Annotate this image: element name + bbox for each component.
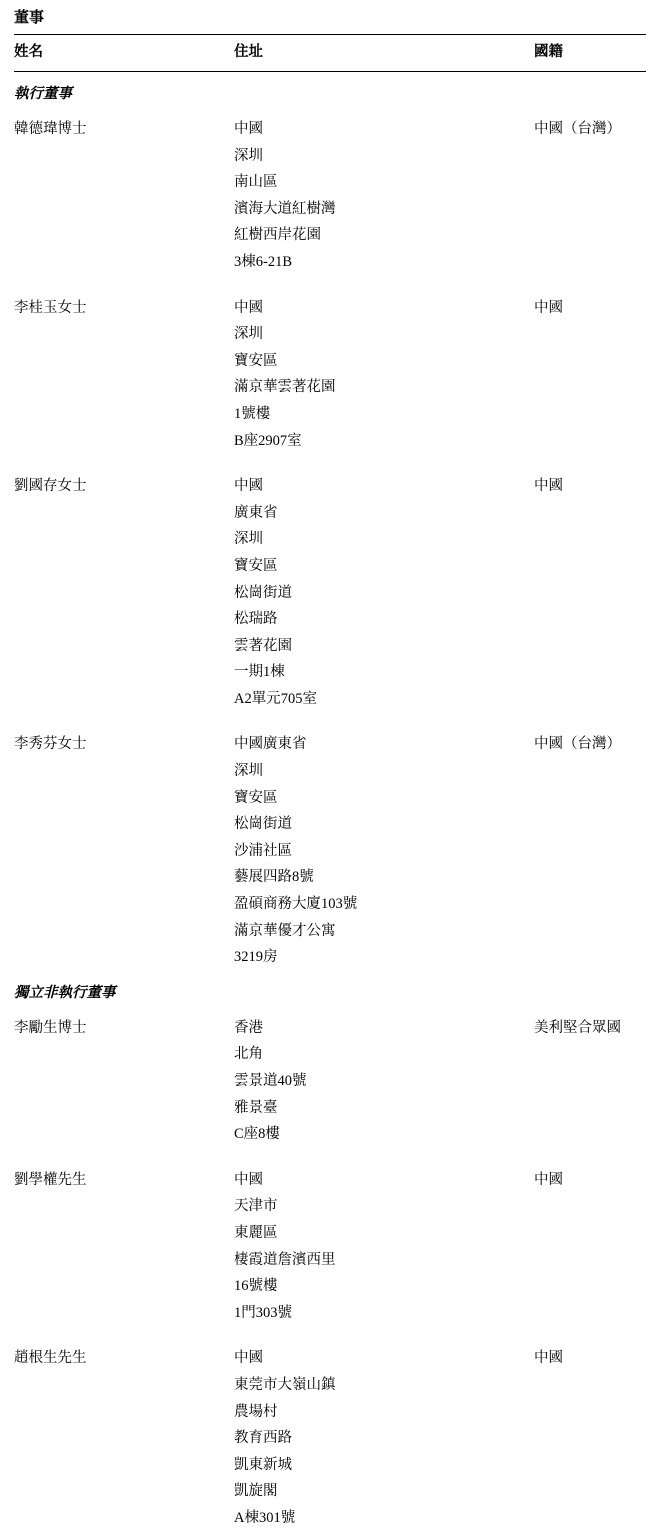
table-header-row — [14, 35, 646, 71]
director-nationality: 中國 — [534, 478, 563, 495]
director-address: 中國 深圳 南山區 濱海大道紅樹灣 紅樹西岸花園 3棟6-21B — [234, 121, 336, 270]
column-header-nationality: 國籍 — [534, 44, 563, 60]
director-nationality: 中國 — [534, 1350, 563, 1367]
table-row — [14, 1345, 646, 1531]
group-label: 獨立非執行董事 — [14, 984, 116, 1001]
group-label: 執行董事 — [14, 86, 72, 102]
director-address: 香港 北角 雲景道40號 雅景臺 C座8樓 — [234, 1019, 307, 1143]
row-spacer — [14, 712, 646, 731]
director-name: 李勵生博士 — [14, 1019, 87, 1036]
director-name: 李秀芬女士 — [14, 736, 87, 753]
director-nationality: 中國 — [534, 299, 563, 316]
table-row — [14, 731, 646, 970]
director-nationality: 中國（台灣） — [534, 121, 621, 137]
director-name: 劉國存女士 — [14, 478, 87, 495]
director-address: 中國 廣東省 深圳 寶安區 松崗街道 松瑞路 雲著花園 一期1棟 A2單元705室 — [234, 478, 317, 707]
table-row — [14, 116, 646, 276]
director-nationality: 美利堅合眾國 — [534, 1019, 621, 1036]
director-address: 中國廣東省 深圳 寶安區 松崗街道 沙浦社區 藝展四路8號 盈碩商務大廈103號 滿京華優才公寓 3219房 — [234, 736, 358, 966]
director-nationality: 中國（台灣） — [534, 736, 621, 753]
director-address: 中國 深圳 寶安區 滿京華雲著花園 1號樓 B座2907室 — [234, 299, 336, 449]
director-address: 中國 天津市 東麗區 棲霞道詹濱西里 16號樓 1門303號 — [234, 1171, 336, 1321]
table-row — [14, 473, 646, 712]
director-address: 中國 東莞市大嶺山鎮 農場村 教育西路 凱東新城 凱旋閣 A棟301號 — [234, 1350, 336, 1526]
page-title: 董事 — [14, 10, 45, 26]
table-row — [14, 1167, 646, 1327]
director-name: 劉學權先生 — [14, 1171, 87, 1188]
column-header-name: 姓名 — [14, 44, 43, 60]
director-name: 韓德瑋博士 — [14, 121, 87, 137]
director-name: 趙根生先生 — [14, 1350, 87, 1367]
directors-table — [14, 35, 646, 1532]
row-spacer — [14, 454, 646, 473]
group-heading-independent — [14, 971, 646, 1015]
group-heading-executive — [14, 72, 646, 116]
column-header-address: 住址 — [234, 44, 263, 60]
director-nationality: 中國 — [534, 1171, 563, 1188]
row-spacer — [14, 276, 646, 295]
table-row — [14, 295, 646, 455]
row-spacer — [14, 1148, 646, 1167]
directors-body — [14, 72, 646, 1532]
table-row — [14, 1015, 646, 1148]
director-name: 李桂玉女士 — [14, 299, 87, 316]
row-spacer — [14, 1326, 646, 1345]
